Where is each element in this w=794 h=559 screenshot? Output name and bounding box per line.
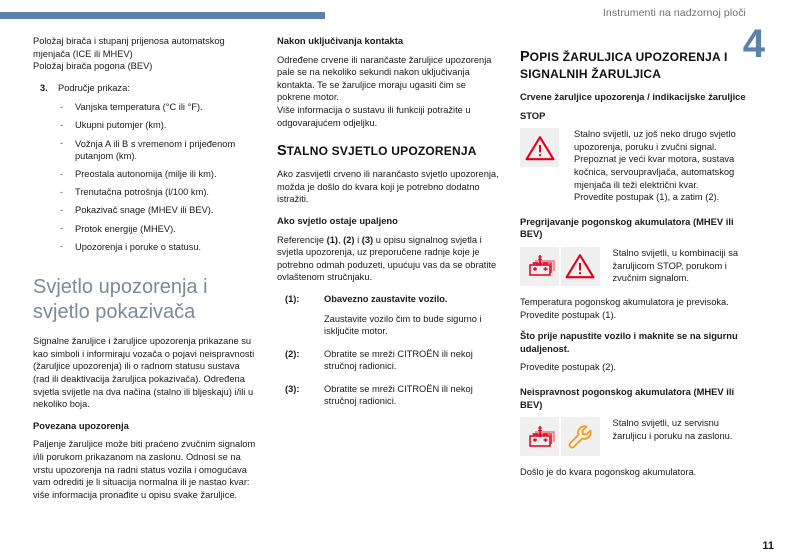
reference-block-1 <box>277 293 502 338</box>
sub-heading-light-stays-on: Ako svjetlo ostaje upaljeno <box>277 214 398 226</box>
display-features-list <box>33 101 258 253</box>
body-paragraph: Određene crvene ili narančaste žaruljice upozorenja pale se na nekoliko sekundi nakon uključivanja kontakta. Te se žaruljice moraju ugasiti čim se pokrene motor. <box>277 54 492 103</box>
reference-3: (3) <box>361 234 374 245</box>
icon-group <box>520 417 600 456</box>
sub-heading-battery-fault: Neispravnost pogonskog akumulatora (MHEV ili BEV) <box>520 385 735 410</box>
warning-triangle-icon <box>561 247 600 286</box>
section-heading-permanent-warning <box>277 143 502 160</box>
column-one <box>33 35 258 510</box>
warning-text-line: Prepoznat je veći kvar motora, sustava kočnica, servoupravljača, automatskog mjenjača ili teži električni kvar. <box>574 154 735 190</box>
list-item: - Upozorenja i poruke o statusu. <box>58 241 258 254</box>
sub-heading-battery-overheat: Pregrijavanje pogonskog akumulatora (MHEV ili BEV) <box>520 215 734 240</box>
ref-text-part: , <box>337 234 344 245</box>
warning-text-line: Stalno svijetli, u kombinaciji sa žaruljicom STOP, porukom i zvučnim signalom. <box>612 247 739 284</box>
warning-entry-text <box>613 417 756 442</box>
list-item: - Trenutačna potrošnja (l/100 km). <box>58 186 258 199</box>
column-two <box>277 35 502 418</box>
list-item: - Ukupni putomjer (km). <box>58 119 258 132</box>
icon-group <box>520 128 559 167</box>
ref-text-part: u opisu signalnog svjetla i svjetla upozorenja, uz preporučene radnje koje je potrebno odmah poduzeti, upućuju vas da se obratite ovlaštenom stručnjaku. <box>277 234 497 283</box>
reference-body: Zaustavite vozilo čim to bude sigurno i isključite motor. <box>324 313 482 337</box>
body-paragraph-references <box>277 234 502 284</box>
heading-first-letter: S <box>277 143 287 160</box>
sub-heading-related-warnings: Povezana upozorenja <box>33 419 129 431</box>
page-header-title: Instrumenti na nadzornoj ploči <box>602 7 746 19</box>
warning-entry-text <box>613 247 756 285</box>
list-item: - Vanjska temperatura (°C ili °F). <box>58 101 258 114</box>
icon-group <box>520 247 600 286</box>
reference-body: Obratite se mreži CITROËN ili nekoj stručnoj radionici. <box>324 383 473 407</box>
section-heading-warning-lights-list <box>520 49 755 83</box>
battery-temperature-icon <box>520 247 559 286</box>
reference-block-2 <box>277 348 502 373</box>
sub-heading-stop: STOP <box>520 109 546 121</box>
body-paragraph: Ako zasvijetli crveno ili narančasto svjetlo upozorenja, možda je došlo do kvara koji je potrebno dodatno istražiti. <box>277 169 499 205</box>
reference-label: (1): <box>285 293 300 304</box>
ref-text-part: Referencije <box>277 234 327 245</box>
list-item: - Pokazivač snage (MHEV ili BEV). <box>58 204 258 217</box>
warning-text-line: Stalno svijetli, uz još neko drugo svjetlo upozorenja, poruku i zvučni signal. <box>574 129 736 152</box>
reference-block-3 <box>277 383 502 408</box>
body-paragraph: Signalne žaruljice i žaruljice upozorenja prikazane su kao simboli i informiraju vozača o pojavi neispravnosti (žaruljice upozorenja) ili o radnom statusu sustava (rad ili deaktivacija žaruljica pokazivača). Određena svjetla svijetle na dva načina (stalno ili bljeskaju) i/ili u nekoliko boja. <box>33 336 255 410</box>
warning-text-line: Provedite postupak (1), a zatim (2). <box>574 192 720 203</box>
bold-safety-note: Što prije napustite vozilo i maknite se na sigurnu udaljenost. <box>520 330 738 354</box>
sub-heading-after-ignition: Nakon uključivanja kontakta <box>277 35 404 46</box>
battery-temperature-icon <box>520 417 559 456</box>
heading-first-letter: P <box>520 49 530 65</box>
chapter-number: 4 <box>742 22 764 66</box>
body-paragraph: Došlo je do kvara pogonskog akumulatora. <box>520 467 697 478</box>
body-paragraph: Temperatura pogonskog akumulatora je previsoka. <box>520 296 729 307</box>
reference-label: (3): <box>285 383 300 394</box>
intro-line-2: Položaj birača pogona (BEV) <box>33 61 153 72</box>
page-number: 11 <box>762 540 774 552</box>
body-paragraph: Više informacija o sustavu ili funkciji potražite u odgovarajućem odjeljku. <box>277 104 471 128</box>
numbered-list-item <box>33 82 258 95</box>
body-paragraph: Provedite postupak (2). <box>520 362 617 373</box>
warning-entry-battery-fault <box>520 417 755 456</box>
heading-rest: OPIS ŽARULJICA UPOZORENJA I SIGNALNIH ŽARULJICA <box>520 50 728 81</box>
header-rule <box>0 12 325 19</box>
wrench-icon <box>561 417 600 456</box>
warning-entry-text <box>574 128 755 204</box>
intro-line-1: Položaj birača i stupanj prijenosa automatskog mjenjača (ICE ili MHEV) <box>33 36 225 59</box>
column-three <box>520 35 755 488</box>
reference-title: Obavezno zaustavite vozilo. <box>324 293 448 304</box>
warning-entry-stop <box>520 128 755 204</box>
body-paragraph: Paljenje žaruljice može biti praćeno zvučnim signalom i/ili porukom prikazanom na zaslonu. Odnosi se na vrstu upozorenja na radni status vozila i omogućava vam odrediti je li situacija normalna ili je nastao kvar: više informacija pronađite u opisu svake žaruljice. <box>33 439 256 500</box>
reference-1: (1) <box>326 234 338 245</box>
list-item: - Vožnja A ili B s vremenom i prijeđenom putanjom (km). <box>58 138 258 163</box>
reference-label: (2): <box>285 348 300 359</box>
list-item: - Preostala autonomija (milje ili km). <box>58 168 258 181</box>
body-paragraph: Provedite postupak (1). <box>520 309 617 320</box>
heading-rest: TALNO SVJETLO UPOZORENJA <box>286 144 477 159</box>
section-heading-warning-lights: Svjetlo upozorenja i svjetlo pokazivača <box>33 276 208 324</box>
warning-text-line: Stalno svijetli, uz servisnu žaruljicu i poruku na zaslonu. <box>612 418 733 441</box>
warning-entry-battery-overheat <box>520 247 755 286</box>
list-item: - Protok energije (MHEV). <box>58 223 258 236</box>
ref-text-part: i <box>354 234 362 245</box>
list-number: 3. <box>40 82 48 93</box>
reference-2: (2) <box>343 234 355 245</box>
sub-heading-red-warning-lights: Crvene žaruljice upozorenja / indikacijske žaruljice <box>520 91 746 102</box>
list-item-text: Područje prikaza: <box>58 82 130 93</box>
reference-body: Obratite se mreži CITROËN ili nekoj stručnoj radionici. <box>324 348 473 372</box>
warning-triangle-icon <box>520 128 559 167</box>
